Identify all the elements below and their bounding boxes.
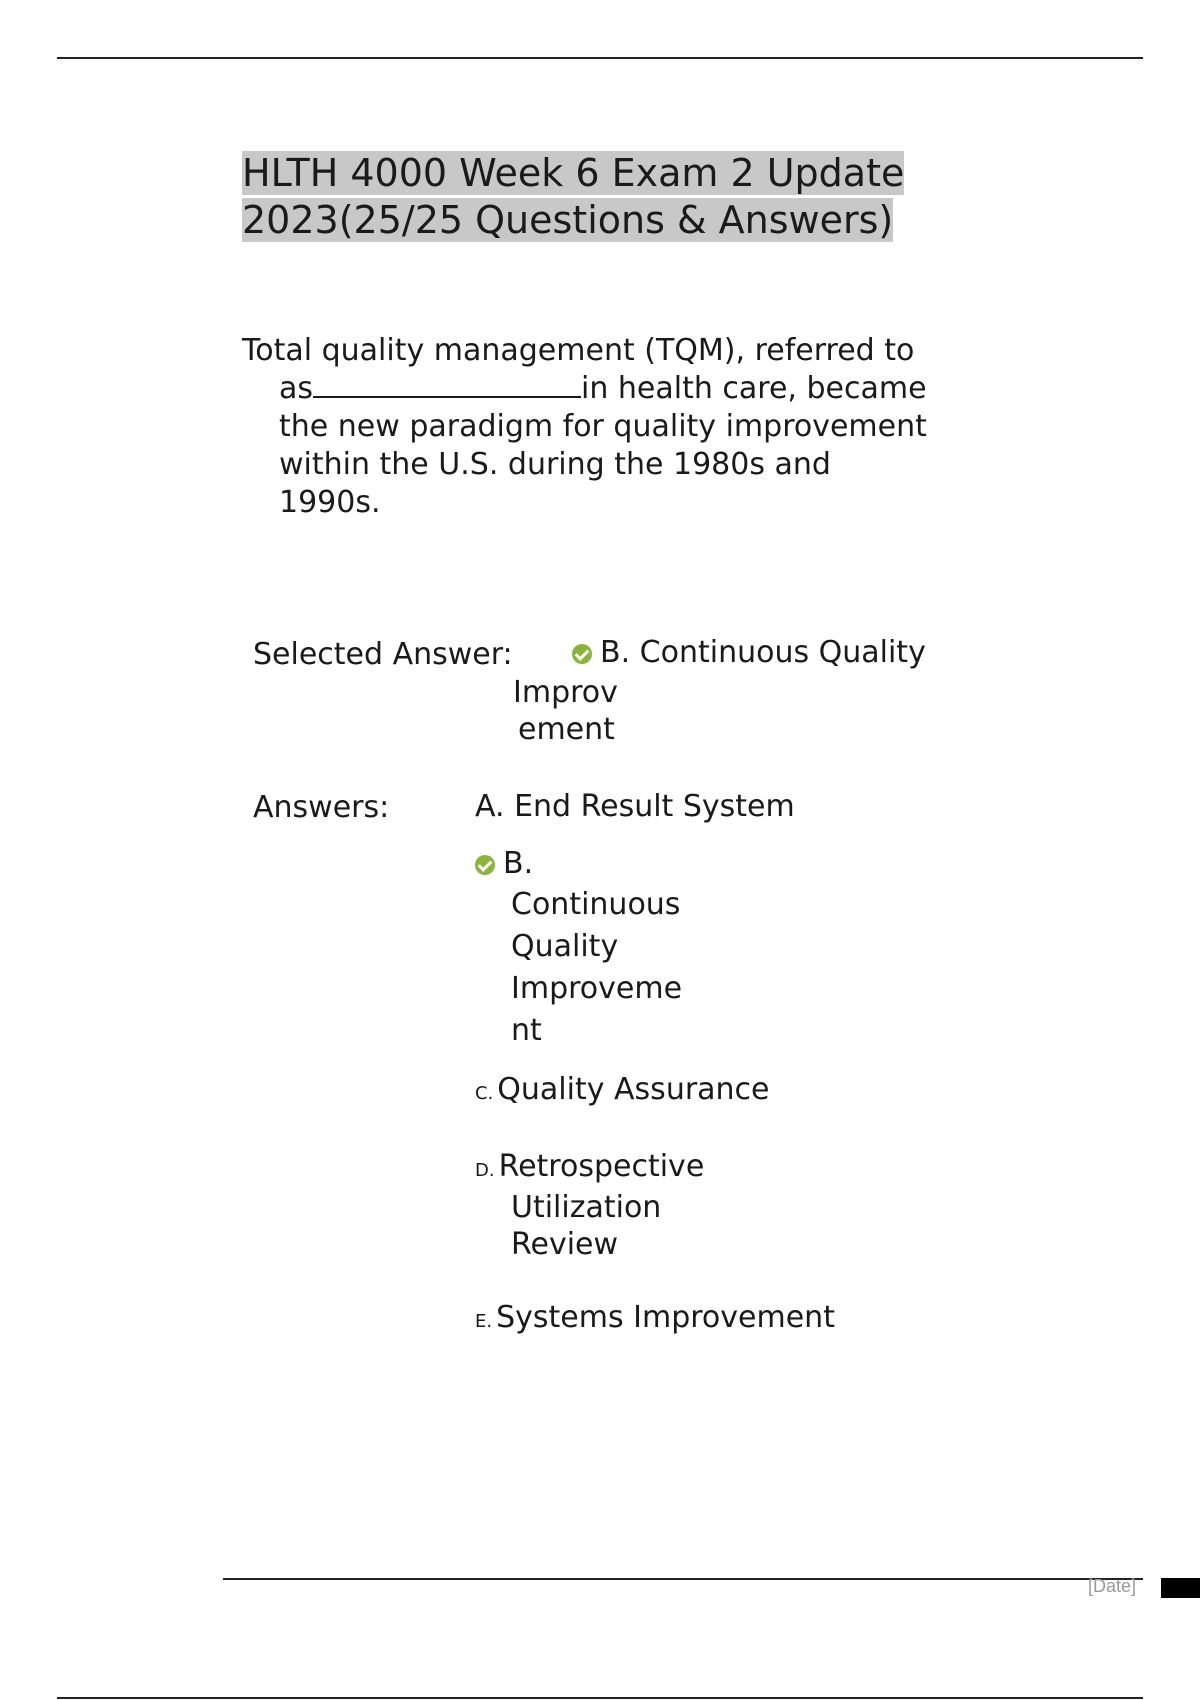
- answers-label: Answers:: [253, 790, 390, 825]
- title-line-1: HLTH 4000 Week 6 Exam 2 Update: [242, 151, 905, 195]
- answer-option-b-head: [475, 845, 533, 883]
- selected-answer-line-1: B. Continuous Quality: [600, 635, 926, 670]
- answer-option-c: [475, 1071, 770, 1113]
- question-blank: [313, 370, 581, 398]
- bottom-rule: [57, 1697, 1143, 1699]
- answer-option-e-letter: E.: [475, 1311, 493, 1332]
- question-text-after: in health care, became the new paradigm for quality improvement within the U.S. during the 1980s and 1990s.: [279, 371, 927, 520]
- footer-rule: [223, 1578, 1143, 1580]
- selected-answer-line-3: ement: [518, 712, 615, 747]
- answer-option-b-letter: B.: [503, 846, 534, 881]
- top-rule: [57, 57, 1143, 59]
- answer-option-e-text: Systems Improvement: [496, 1300, 835, 1335]
- selected-answer-line-2: Improv: [513, 675, 618, 710]
- answer-option-d: [475, 1148, 761, 1263]
- answer-option-e: [475, 1299, 835, 1341]
- answer-option-c-text: Quality Assurance: [497, 1072, 770, 1107]
- footer-date: [Date]: [1088, 1576, 1137, 1596]
- footer-block: [1161, 1578, 1200, 1598]
- answer-option-a: A. End Result System: [475, 789, 795, 824]
- selected-answer-label: Selected Answer:: [253, 637, 513, 672]
- question-text: [242, 332, 939, 522]
- check-circle-icon: [572, 644, 592, 664]
- title-line-2: 2023(25/25 Questions & Answers): [242, 198, 894, 242]
- check-circle-icon: [475, 855, 495, 875]
- answer-option-d-letter: D.: [475, 1160, 495, 1181]
- answer-option-c-letter: C.: [475, 1083, 494, 1104]
- selected-answer: [572, 634, 926, 672]
- answer-option-d-text: Retrospective Utilization Review: [498, 1149, 705, 1262]
- question-text-before: Total quality management (TQM), referred to as: [242, 333, 915, 406]
- page-title: [242, 150, 904, 244]
- answer-option-b-text: Continuous Quality Improveme nt: [511, 887, 683, 1048]
